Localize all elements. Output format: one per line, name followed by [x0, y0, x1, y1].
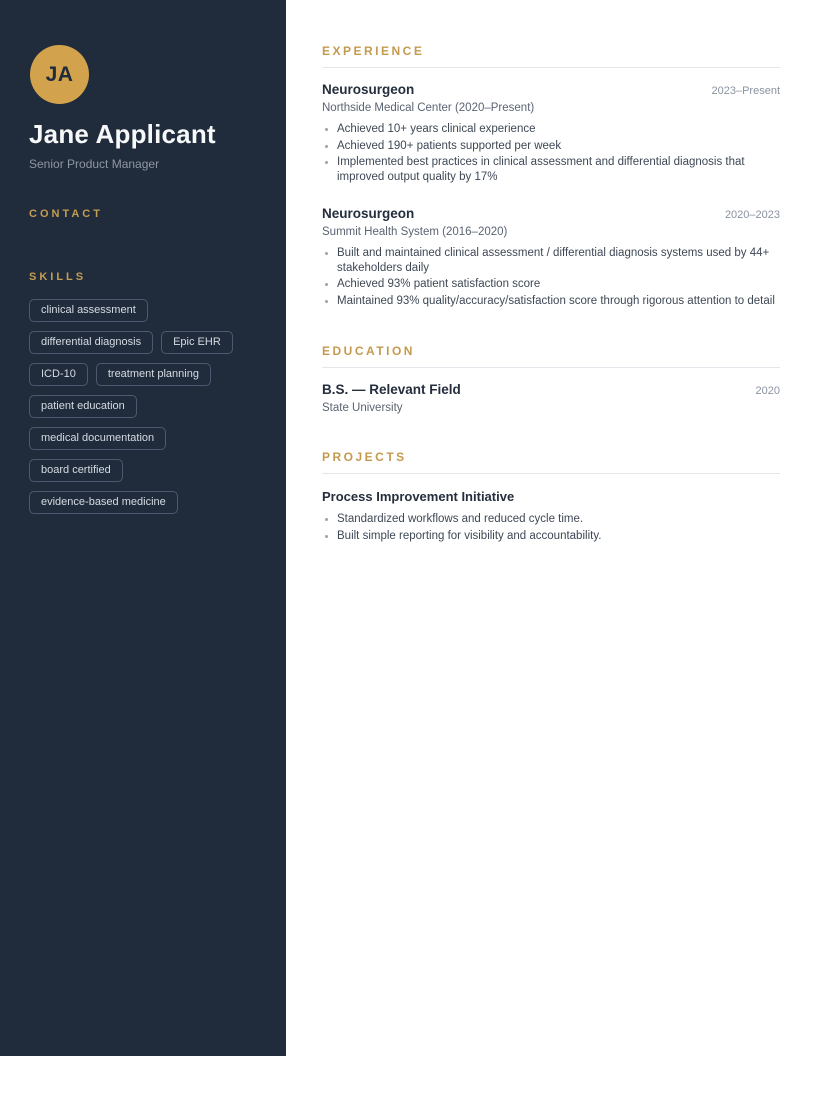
- entry-header: [322, 206, 780, 221]
- job-role: Neurosurgeon: [322, 206, 415, 221]
- experience-section: [322, 44, 780, 308]
- main-content: [286, 0, 816, 1056]
- job-bullet: Implemented best practices in clinical assessment and differential diagnosis that improved output quality by 17%: [322, 155, 780, 184]
- skills-section-heading: SKILLS: [29, 271, 87, 283]
- project-bullet: Built simple reporting for visibility and accountability.: [322, 529, 780, 544]
- contact-section-heading: CONTACT: [29, 208, 103, 220]
- skill-tag: medical documentation: [29, 427, 166, 450]
- skill-tag: evidence-based medicine: [29, 491, 178, 514]
- education-heading: EDUCATION: [322, 344, 780, 368]
- avatar-initials: JA: [45, 62, 74, 86]
- job-dates: 2023–Present: [711, 85, 780, 97]
- skill-tag: patient education: [29, 395, 137, 418]
- skill-tag: board certified: [29, 459, 123, 482]
- experience-entry: [322, 206, 780, 308]
- job-organization: Northside Medical Center (2020–Present): [322, 102, 535, 114]
- skill-tag: ICD-10: [29, 363, 88, 386]
- job-bullet: Achieved 10+ years clinical experience: [322, 122, 780, 137]
- profile-title: Senior Product Manager: [29, 157, 160, 171]
- degree-dates: 2020: [755, 385, 780, 397]
- project-title: Process Improvement Initiative: [322, 489, 515, 504]
- avatar: [30, 45, 89, 104]
- project-bullet-list: [322, 512, 780, 543]
- experience-heading: EXPERIENCE: [322, 44, 780, 68]
- project-bullet: Standardized workflows and reduced cycle time.: [322, 512, 780, 527]
- job-bullet: Achieved 93% patient satisfaction score: [322, 277, 780, 292]
- education-section: [322, 344, 780, 414]
- job-role: Neurosurgeon: [322, 82, 415, 97]
- job-organization: Summit Health System (2016–2020): [322, 226, 508, 238]
- sidebar: [0, 0, 286, 1056]
- experience-entry: [322, 82, 780, 184]
- projects-heading: PROJECTS: [322, 450, 780, 474]
- skill-tag: treatment planning: [96, 363, 211, 386]
- skill-tag: Epic EHR: [161, 331, 233, 354]
- entry-header: [322, 82, 780, 97]
- job-bullet: Maintained 93% quality/accuracy/satisfaction score through rigorous attention to detail: [322, 294, 780, 309]
- skills-tag-list: [29, 299, 258, 514]
- job-bullet-list: [322, 122, 780, 184]
- projects-section: [322, 450, 780, 543]
- profile-name: Jane Applicant: [29, 119, 216, 149]
- school-name: State University: [322, 402, 403, 414]
- job-bullet: Achieved 190+ patients supported per week: [322, 139, 780, 154]
- skill-tag: clinical assessment: [29, 299, 148, 322]
- job-bullet-list: [322, 246, 780, 308]
- degree-name: B.S. — Relevant Field: [322, 382, 461, 397]
- job-bullet: Built and maintained clinical assessment / differential diagnosis systems used by 44+ stakeholders daily: [322, 246, 780, 275]
- education-entry: [322, 382, 780, 414]
- entry-header: [322, 382, 780, 397]
- job-dates: 2020–2023: [724, 209, 780, 221]
- skill-tag: differential diagnosis: [29, 331, 153, 354]
